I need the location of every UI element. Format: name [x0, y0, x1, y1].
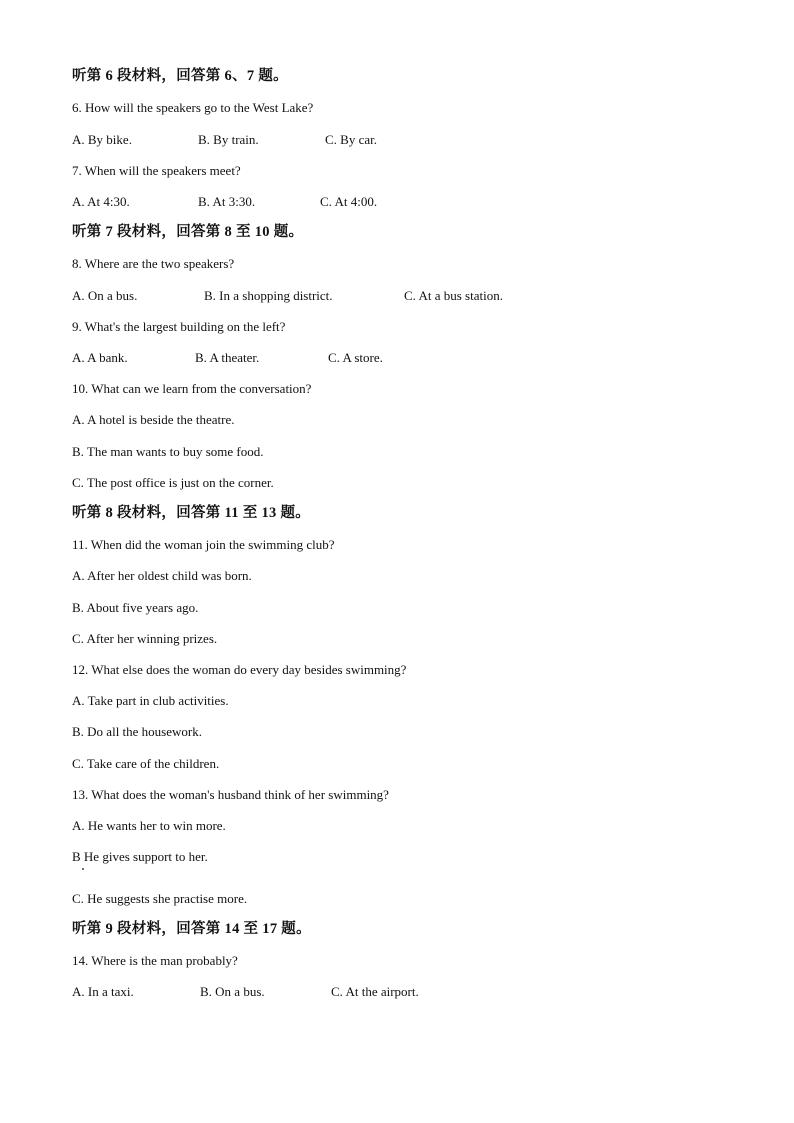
section-heading-8: 听第 8 段材料，回答第 11 至 13 题。: [72, 505, 311, 521]
question-12-stem: 12. What else does the woman do every day besides swimming?: [72, 662, 407, 677]
question-14-stem: 14. Where is the man probably?: [72, 953, 238, 968]
question-8-option-a: A. On a bus.: [72, 288, 138, 303]
question-7-option-c: C. At 4:00.: [320, 194, 378, 209]
question-14-option-c: C. At the airport.: [331, 984, 419, 999]
section-heading-6: 听第 6 段材料，回答第 6、7 题。: [72, 68, 288, 84]
question-11-option-c: C. After her winning prizes.: [72, 631, 218, 646]
question-14-option-a: A. In a taxi.: [72, 984, 134, 999]
question-7-stem: 7. When will the speakers meet?: [72, 163, 241, 178]
question-13-option-a: A. He wants her to win more.: [72, 818, 226, 833]
question-11-stem: 11. When did the woman join the swimming club?: [72, 537, 335, 552]
section-heading-7: 听第 7 段材料，回答第 8 至 10 题。: [72, 224, 304, 240]
question-11-option-a: A. After her oldest child was born.: [72, 568, 252, 583]
question-6-option-a: A. By bike.: [72, 132, 132, 147]
question-11-option-b: B. About five years ago.: [72, 600, 199, 615]
question-10-option-b: B. The man wants to buy some food.: [72, 444, 264, 459]
question-8-option-b: B. In a shopping district.: [204, 288, 333, 303]
question-13-option-b: B He gives support to her.: [72, 849, 208, 864]
question-8-option-c: C. At a bus station.: [404, 288, 503, 303]
question-12-option-a: A. Take part in club activities.: [72, 693, 229, 708]
question-10-option-c: C. The post office is just on the corner.: [72, 475, 274, 490]
question-9-option-b: B. A theater.: [195, 350, 260, 365]
question-12-option-c: C. Take care of the children.: [72, 756, 220, 771]
question-12-option-b: B. Do all the housework.: [72, 724, 202, 739]
question-6-stem: 6. How will the speakers go to the West Lake?: [72, 100, 314, 115]
question-10-option-a: A. A hotel is beside the theatre.: [72, 412, 235, 427]
section-heading-9: 听第 9 段材料，回答第 14 至 17 题。: [72, 921, 311, 937]
question-10-stem: 10. What can we learn from the conversation?: [72, 381, 312, 396]
question-9-stem: 9. What's the largest building on the left?: [72, 319, 286, 334]
question-7-option-b: B. At 3:30.: [198, 194, 256, 209]
question-8-stem: 8. Where are the two speakers?: [72, 256, 235, 271]
question-9-option-a: A. A bank.: [72, 350, 128, 365]
question-9-option-c: C. A store.: [328, 350, 383, 365]
question-14-option-b: B. On a bus.: [200, 984, 265, 999]
question-6-option-b: B. By train.: [198, 132, 259, 147]
stray-dot-mark: [82, 868, 84, 870]
question-13-option-c: C. He suggests she practise more.: [72, 891, 248, 906]
question-7-option-a: A. At 4:30.: [72, 194, 130, 209]
question-6-option-c: C. By car.: [325, 132, 377, 147]
question-13-stem: 13. What does the woman's husband think of her swimming?: [72, 787, 389, 802]
